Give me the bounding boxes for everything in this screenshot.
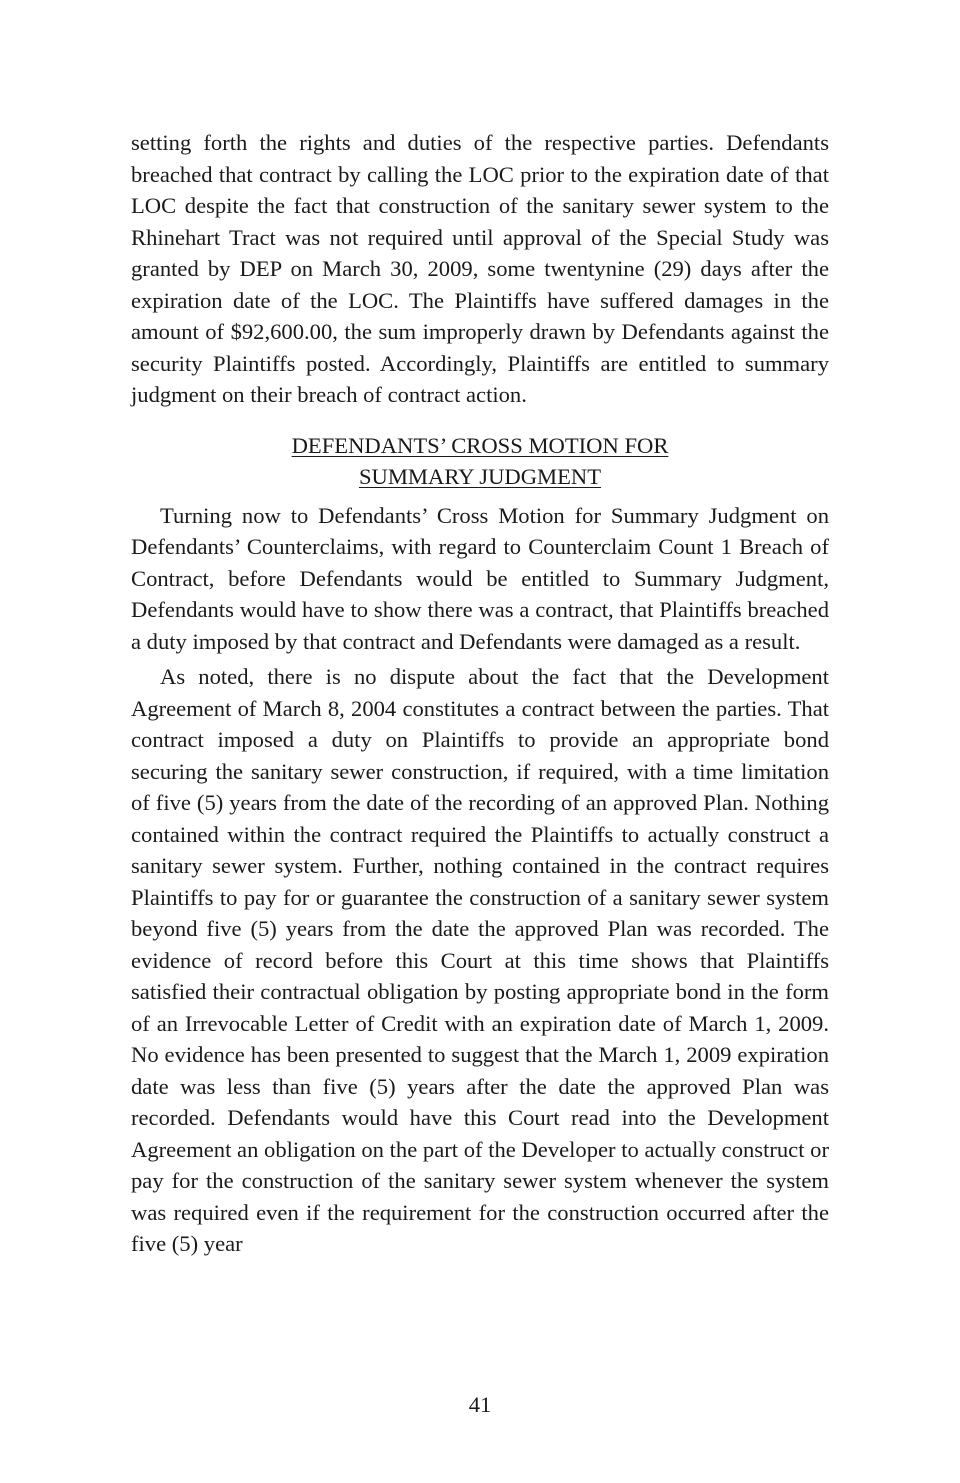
paragraph-development-agreement: As noted, there is no dispute about the fact that the Development Agreement of March 8, 2004 constitutes a contract between the parties. That contract imposed a duty on Plaintiffs to provide an appropriate bond securing the sanitary sewer construction, if required, with a time limitation of five (5) years from the date of the recording of an approved Plan. Nothing contained within the contract required the Plaintiffs to actually construct a sanitary sewer system. Further, nothing contained in the contract requires Plaintiffs to pay for or guarantee the construction of a sanitary sewer system beyond five (5) years from the date the approved Plan was recorded. The evidence of record before this Court at this time shows that Plaintiffs satisfied their contractual obligation by posting appropriate bond in the form of an Irrevocable Letter of Credit with an expiration date of March 1, 2009. No evidence has been presented to suggest that the March 1, 2009 expiration date was less than five (5) years after the date the approved Plan was recorded. Defendants would have this Court read into the Development Agreement an obligation on the part of the Developer to actually construct or pay for the construction of the sanitary sewer system whenever the system was required even if the requirement for the construction occurred after the five (5) year [131, 664, 829, 1256]
paragraph-continued: setting forth the rights and duties of the respective parties. Defendants breached that contract by calling the LOC prior to the expiration date of that LOC despite the fact that construction of the sanitary sewer system to the Rhinehart Tract was not required until approval of the Special Study was granted by DEP on March 30, 2009, some twentynine (29) days after the expiration date of the LOC. The Plaintiffs have suffered damages in the amount of $92,600.00, the sum improperly drawn by Defendants against the security Plaintiffs posted. Accordingly, Plaintiffs are entitled to summary judgment on their breach of contract action. [131, 130, 829, 407]
section-heading-line-2: SUMMARY JUDGMENT [358, 464, 602, 489]
paragraph-cross-motion: Turning now to Defendants’ Cross Motion for Summary Judgment on Defendants’ Counterclaims, with regard to Counterclaim Count 1 Breach of Contract, before Defendants would be entitled to Summary Judgment, Defendants would have to show there was a contract, that Plaintiffs breached a duty imposed by that contract and Defendants were damaged as a result. [131, 502, 829, 654]
page-number: 41 [468, 1392, 492, 1417]
section-heading [131, 430, 829, 493]
document-page [131, 127, 829, 1260]
section-heading-line-1: DEFENDANTS’ CROSS MOTION FOR [291, 432, 669, 458]
